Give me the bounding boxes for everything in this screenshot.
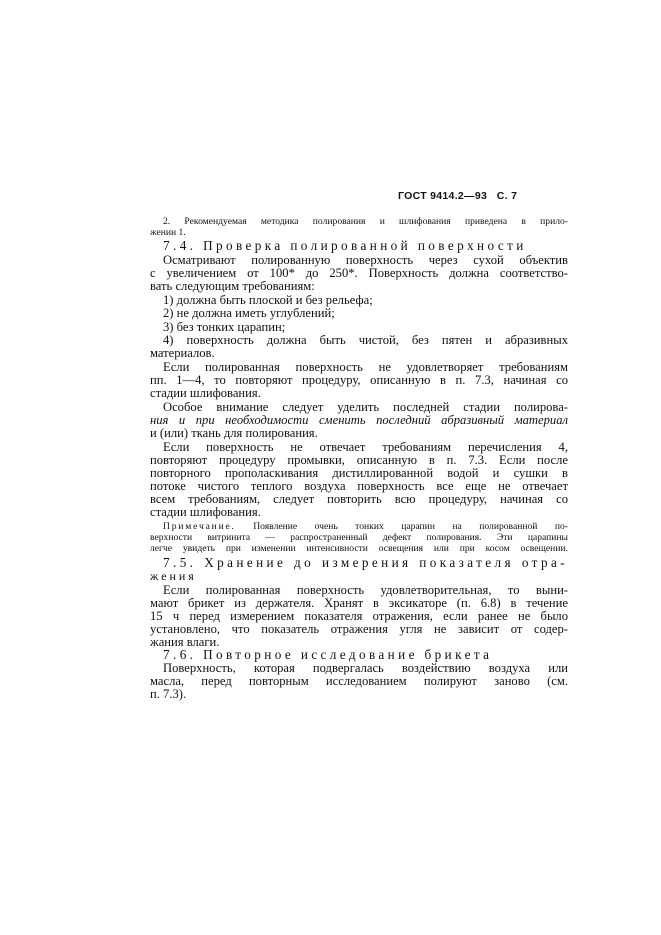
note-line: верхности витринита — распространенный дефект полирования. Эти царапины	[150, 532, 568, 543]
requirement-item: материалов.	[150, 346, 215, 360]
footnote-line: жении 1.	[150, 227, 186, 238]
requirement-item: 2) не должна иметь углублений;	[163, 306, 335, 320]
paragraph-line: и (или) ткань для полирования.	[150, 426, 318, 440]
footnote-line: 2. Рекомендуемая методика полирования и шлифования приведена в прило-	[163, 216, 568, 227]
paragraph-line: Если полированная поверхность удовлетворительная, то выни-	[163, 583, 568, 597]
paragraph-line: вать следующим требованиям:	[150, 279, 315, 293]
section-heading-7-5-cont: жения	[150, 569, 197, 583]
paragraph-line: Особое внимание следует уделить последней стадии полирова-	[163, 400, 568, 414]
paragraph-line: всем требованиям, следует повторить всю процедуру, начиная со	[150, 492, 568, 506]
paragraph-line: пп. 1—4, то повторяют процедуру, описанную в п. 7.3, начиная со	[150, 373, 568, 387]
section-heading-7-5: 7.5. Хранение до измерения показателя отра-	[163, 555, 568, 570]
paragraph-line: жания влаги.	[150, 635, 220, 649]
requirement-item: 1) должна быть плоской и без рельефа;	[163, 293, 373, 307]
paragraph-line: с увеличением от 100* до 250*. Поверхность должна соответство-	[150, 266, 568, 280]
paragraph-line: п. 7.3).	[150, 687, 187, 701]
paragraph-line: Если полированная поверхность не удовлетворяет требованиям	[163, 360, 568, 374]
note-line: легче увидеть при изменении интенсивности освещения или при косом освещении.	[150, 543, 568, 554]
paragraph-line: масла, перед повторным исследованием полируют заново (см.	[150, 674, 568, 688]
page-header	[398, 190, 517, 202]
paragraph-line: стадии шлифования.	[150, 386, 261, 400]
standard-number: ГОСТ 9414.2—93	[398, 190, 488, 202]
section-heading-7-4: 7.4. Проверка полированной поверхности	[163, 238, 527, 253]
note-line: Примечание. Появление очень тонких царапин на полированной по-	[163, 521, 568, 532]
paragraph-line: стадии шлифования.	[150, 505, 261, 519]
paragraph-line: Поверхность, которая подвергалась воздействию воздуха или	[163, 661, 568, 675]
requirement-item: 3) без тонких царапин;	[163, 320, 286, 334]
requirement-item: 4) поверхность должна быть чистой, без пятен и абразивных	[163, 333, 568, 347]
paragraph-line: Если поверхность не отвечает требованиям перечисления 4,	[163, 440, 568, 454]
note-label: Примечание.	[163, 521, 236, 532]
paragraph-line: потоке чистого теплого воздуха поверхность все еще не отвечает	[150, 479, 568, 493]
paragraph-line: мают брикет из держателя. Хранят в эксикаторе (п. 6.8) в течение	[150, 596, 568, 610]
paragraph-line: Осматривают полированную поверхность через сухой объектив	[163, 253, 568, 267]
section-heading-7-6: 7.6. Повторное исследование брикета	[163, 647, 493, 662]
paragraph-line: установлено, что показатель отражения угля не зависит от содер-	[150, 622, 568, 636]
paragraph-line: ния и при необходимости сменить последний абразивный материал	[150, 413, 568, 427]
paragraph-line: повторяют процедуру промывки, описанную в п. 7.3. Если после	[150, 453, 568, 467]
page-number: С. 7	[496, 190, 518, 202]
paragraph-line: повторного прополаскивания дистиллированной водой и сушки в	[150, 466, 568, 480]
paragraph-line: 15 ч перед измерением показателя отражения, если ранее не было	[150, 609, 568, 623]
